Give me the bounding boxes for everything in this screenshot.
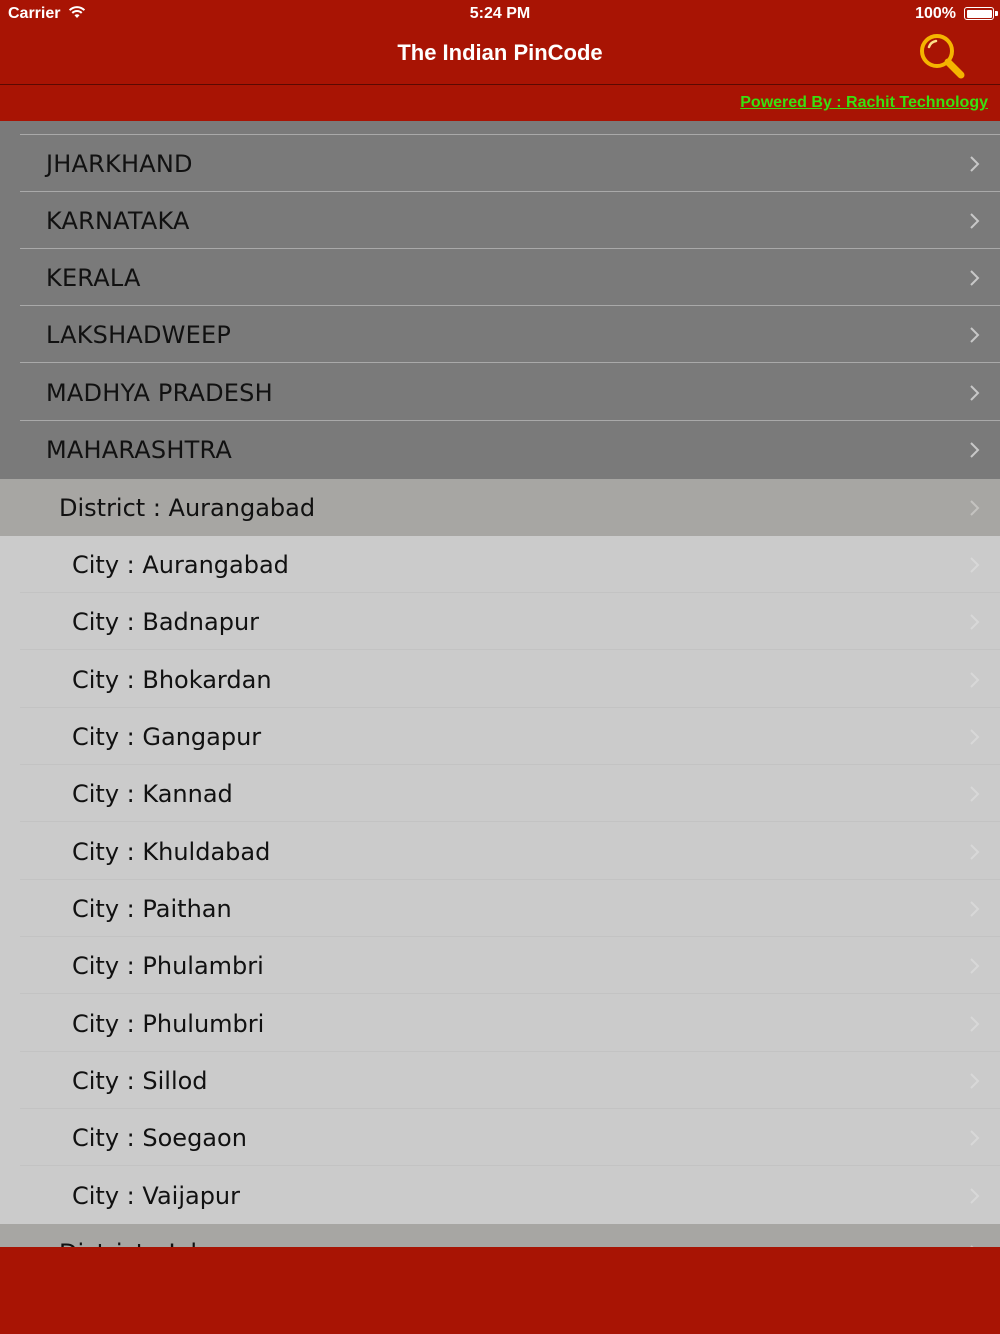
state-row-maharashtra[interactable] [0, 421, 1000, 478]
state-row-madhya-pradesh[interactable] [0, 364, 1000, 421]
carrier-label: Carrier [8, 5, 61, 22]
chevron-right-icon [968, 956, 982, 976]
city-row[interactable] [0, 823, 1000, 880]
navigation-header [0, 0, 1000, 84]
pincode-list[interactable] [0, 121, 1000, 1247]
city-label: City : Khuldabad [72, 838, 271, 866]
city-label: City : Kannad [72, 780, 233, 808]
state-label: KARNATAKA [46, 207, 190, 235]
footer-bar [0, 1247, 1000, 1334]
chevron-right-icon [968, 440, 982, 460]
chevron-right-icon [968, 1071, 982, 1091]
city-row[interactable] [0, 708, 1000, 765]
city-row[interactable] [0, 593, 1000, 650]
chevron-right-icon [968, 325, 982, 345]
chevron-right-icon [968, 555, 982, 575]
chevron-right-icon [968, 498, 982, 518]
chevron-right-icon [968, 899, 982, 919]
chevron-right-icon [968, 727, 982, 747]
powered-by-link[interactable]: Powered By : Rachit Technology [740, 94, 988, 111]
city-row[interactable] [0, 995, 1000, 1052]
status-bar [0, 0, 1000, 28]
city-label: City : Soegaon [72, 1124, 247, 1152]
city-row[interactable] [0, 1052, 1000, 1109]
state-row-kerala[interactable] [0, 249, 1000, 306]
city-row[interactable] [0, 880, 1000, 937]
powered-by-bar [0, 85, 1000, 121]
city-label: City : Badnapur [72, 608, 260, 636]
chevron-right-icon [968, 1014, 982, 1034]
district-label: District : Aurangabad [59, 494, 316, 522]
city-row[interactable] [0, 536, 1000, 593]
chevron-right-icon [968, 612, 982, 632]
chevron-right-icon [968, 154, 982, 174]
state-row-lakshadweep[interactable] [0, 306, 1000, 363]
city-row[interactable] [0, 651, 1000, 708]
chevron-right-icon [968, 784, 982, 804]
city-label: City : Paithan [72, 895, 232, 923]
page-title: The Indian PinCode [397, 40, 603, 65]
city-row[interactable] [0, 1167, 1000, 1224]
city-label: City : Sillod [72, 1067, 208, 1095]
chevron-right-icon [968, 211, 982, 231]
status-time: 5:24 PM [469, 5, 531, 22]
chevron-right-icon [968, 383, 982, 403]
city-label: City : Gangapur [72, 723, 262, 751]
city-label: City : Vaijapur [72, 1182, 240, 1210]
chevron-right-icon [968, 1186, 982, 1206]
battery-icon [964, 7, 994, 20]
chevron-right-icon [968, 842, 982, 862]
chevron-right-icon [968, 268, 982, 288]
city-label: City : Phulambri [72, 952, 264, 980]
district-row-aurangabad[interactable] [0, 479, 1000, 536]
state-label: MAHARASHTRA [46, 436, 232, 464]
state-row-karnataka[interactable] [0, 192, 1000, 249]
city-label: City : Aurangabad [72, 551, 289, 579]
city-label: City : Phulumbri [72, 1010, 265, 1038]
city-label: City : Bhokardan [72, 666, 272, 694]
city-row[interactable] [0, 1109, 1000, 1166]
state-row-jharkhand[interactable] [0, 135, 1000, 192]
state-label: KERALA [46, 264, 141, 292]
state-label: LAKSHADWEEP [46, 321, 231, 349]
chevron-right-icon [968, 1128, 982, 1148]
state-label: JHARKHAND [46, 150, 193, 178]
chevron-right-icon [968, 670, 982, 690]
battery-percent: 100% [915, 5, 956, 22]
state-label: MADHYA PRADESH [46, 379, 273, 407]
city-row[interactable] [0, 937, 1000, 994]
search-icon[interactable] [916, 30, 968, 82]
city-row[interactable] [0, 765, 1000, 822]
